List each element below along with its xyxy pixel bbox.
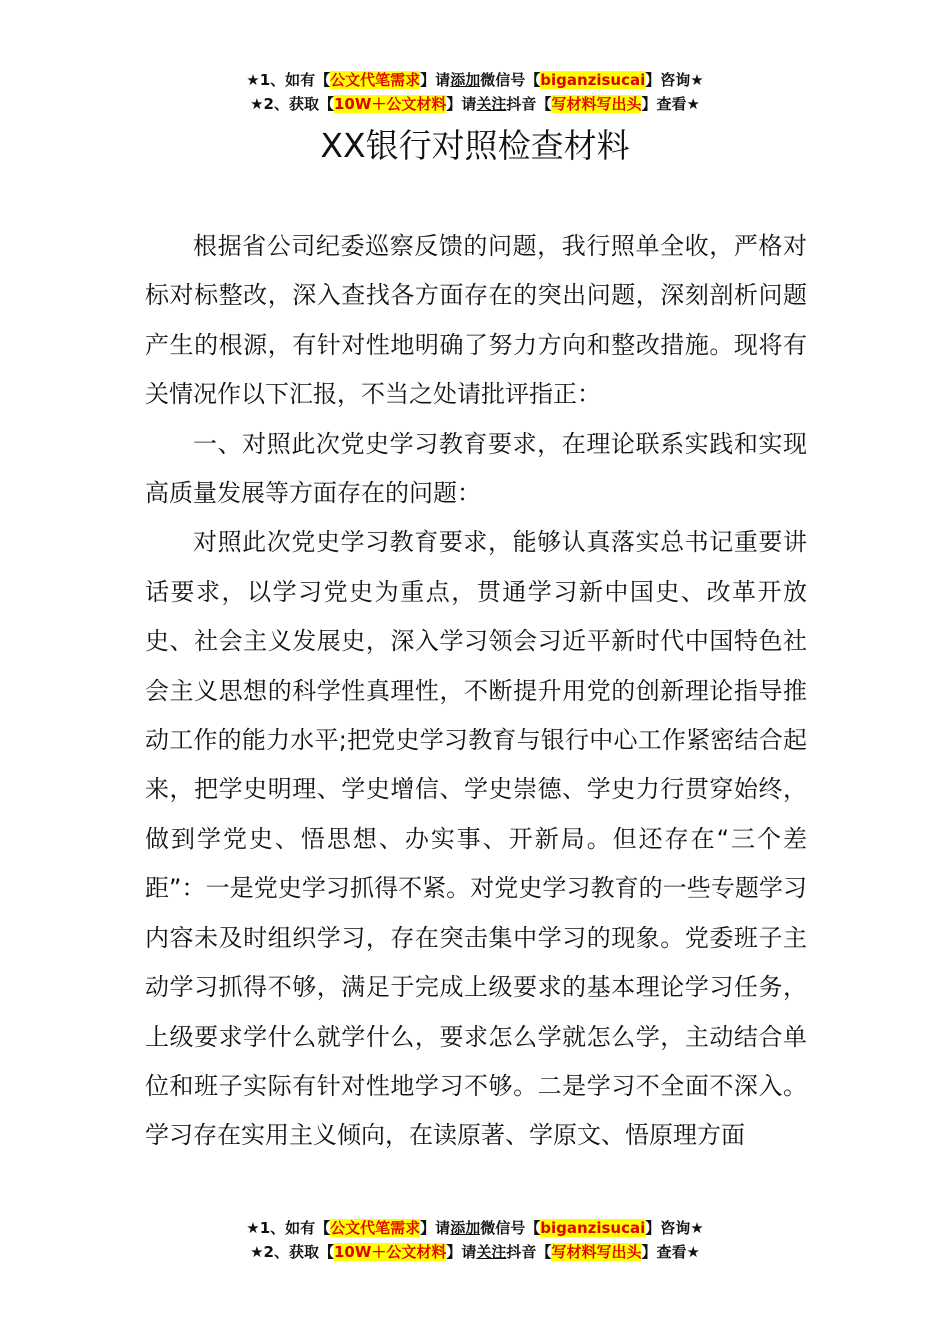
- ad-highlight: 10W＋公文材料: [333, 1243, 447, 1261]
- document-body: [145, 222, 807, 1161]
- document-title: XX银行对照检查材料: [320, 126, 630, 165]
- ad-highlight: 10W＋公文材料: [333, 95, 447, 113]
- ad-banner-line-2: ★2、获取【10W＋公文材料】请关注抖音【写材料写出头】查看★: [250, 95, 700, 113]
- ad-highlight: 公文代笔需求: [330, 1219, 421, 1237]
- ad-banner-footer-line-1: ★1、如有【公文代笔需求】请添加微信号【biganzisucai】咨询★: [246, 1219, 704, 1237]
- ad-highlight-wechat-id: biganzisucai: [540, 1219, 646, 1237]
- paragraph: 根据省公司纪委巡察反馈的问题，我行照单全收，严格对标对标整改，深入查找各方面存在的突出问题，深刻剖析问题产生的根源，有针对性地明确了努力方向和整改措施。现将有关情况作以下汇报，不当之处请批评指正：: [145, 232, 807, 409]
- paragraph: 对照此次党史学习教育要求，能够认真落实总书记重要讲话要求，以学习党史为重点，贯通学习新中国史、改革开放史、社会主义发展史，深入学习领会习近平新时代中国特色社会主义思想的科学性真理性，不断提升用党的创新理论指导推动工作的能力水平;把党史学习教育与银行中心工作紧密结合起来，把学史明理、学史增信、学史崇德、学史力行贯穿始终，做到学党史、悟思想、办实事、开新局。但还存在“三个差距”：一是党史学习抓得不紧。对党史学习教育的一些专题学习内容未及时组织学习，存在突击集中学习的现象。党委班子主动学习抓得不够，满足于完成上级要求的基本理论学习任务，上级要求学什么就学什么，要求怎么学就怎么学，主动结合单位和班子实际有针对性地学习不够。二是学习不全面不深入。学习存在实用主义倾向，在读原著、学原文、悟原理方面: [145, 528, 807, 1150]
- ad-highlight: 公文代笔需求: [330, 71, 421, 89]
- ad-banner-line-1: ★1、如有【公文代笔需求】请添加微信号【biganzisucai】咨询★: [246, 71, 704, 89]
- ad-highlight-wechat-id: biganzisucai: [540, 71, 646, 89]
- ad-highlight-douyin: 写材料写出头: [551, 1243, 642, 1261]
- paragraph: 一、对照此次党史学习教育要求，在理论联系实践和实现高质量发展等方面存在的问题：: [145, 429, 807, 508]
- ad-banner-footer-line-2: ★2、获取【10W＋公文材料】请关注抖音【写材料写出头】查看★: [250, 1243, 700, 1261]
- ad-highlight-douyin: 写材料写出头: [551, 95, 642, 113]
